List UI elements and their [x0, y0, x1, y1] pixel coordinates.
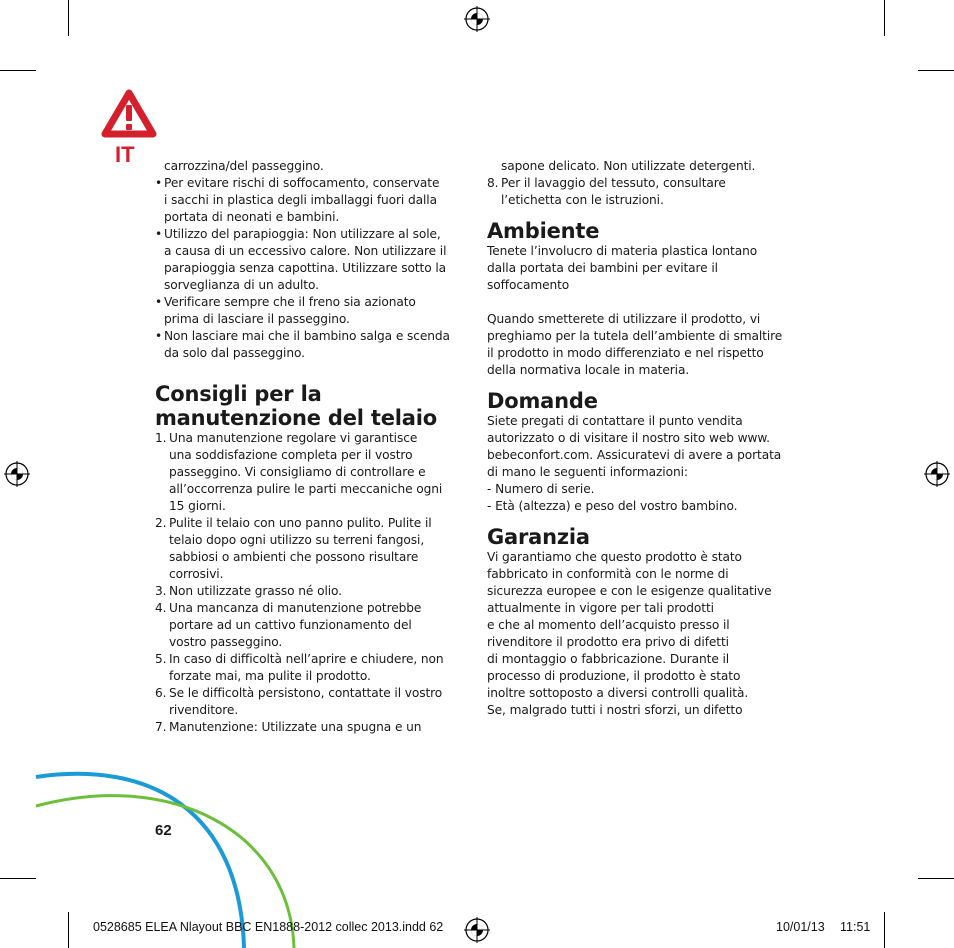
text-line: rivenditore il prodotto era privo di difetti: [487, 635, 729, 649]
numbered-item: [155, 719, 465, 736]
bullet-item: [155, 175, 465, 226]
text-line: - Numero di serie.: [487, 482, 595, 496]
text-line: e che al momento dell’acquisto presso il: [487, 618, 730, 632]
text-line: Utilizzo del parapioggia: Non utilizzare al sole,: [164, 227, 441, 241]
text-line: Una manutenzione regolare vi garantisce: [169, 431, 418, 445]
text-line: processo di produzione, il prodotto è stato: [487, 669, 741, 683]
text-line: Se, malgrado tutti i nostri sforzi, un difetto: [487, 703, 743, 717]
bullet-marker: •: [155, 295, 163, 309]
text-line: portata di neonati e bambini.: [164, 210, 340, 224]
text-line: soffocamento: [487, 278, 570, 292]
text-line: passeggino. Vi consigliamo di controllare e: [169, 465, 426, 479]
section-heading: Ambiente: [487, 219, 600, 243]
text-line: preghiamo per la tutela dell’ambiente di smaltire: [487, 329, 783, 343]
text-line: Manutenzione: Utilizzate una spugna e un: [169, 720, 422, 734]
section-heading: Garanzia: [487, 525, 590, 549]
bullet-item: [155, 226, 465, 294]
print-slug-time: 11:51: [840, 920, 871, 934]
item-number: 5.: [155, 652, 167, 666]
paragraph: [487, 243, 807, 294]
item-number: 8.: [487, 176, 499, 190]
text-line: Tenete l’involucro di materia plastica lontano: [487, 244, 758, 258]
paragraph: [487, 311, 807, 379]
text-line: corrosivi.: [169, 567, 224, 581]
text-line: di montaggio o fabbricazione. Durante il: [487, 652, 730, 666]
bullet-marker: •: [155, 227, 163, 241]
crop-mark: [884, 0, 885, 36]
section-heading: [155, 382, 465, 430]
text-line: della normativa locale in materia.: [487, 363, 690, 377]
item-number: 6.: [155, 686, 167, 700]
item-number: 1.: [155, 431, 167, 445]
bullet-item: [155, 294, 465, 328]
bullet-marker: •: [155, 329, 163, 343]
text-line: attualmente in vigore per tali prodotti: [487, 601, 714, 615]
text-line: sorveglianza di un adulto.: [164, 278, 319, 292]
registration-mark-icon: [464, 917, 490, 943]
crop-mark: [884, 912, 885, 948]
registration-mark-icon: [924, 461, 950, 487]
text-line: vostro passeggino.: [169, 635, 283, 649]
numbered-item: [155, 430, 465, 515]
text-line: Non lasciare mai che il bambino salga e scenda: [164, 329, 450, 343]
registration-mark-icon: [4, 461, 30, 487]
right-column: [487, 158, 807, 719]
left-column: [155, 158, 465, 736]
page-number: 62: [155, 822, 172, 839]
registration-mark-icon: [464, 6, 490, 32]
text-line: carrozzina/del passeggino.: [164, 159, 324, 173]
text-line: dalla portata dei bambini per evitare il: [487, 261, 718, 275]
text-line: Verificare sempre che il freno sia azionato: [164, 295, 416, 309]
text-line: sabbiosi o ambienti che possono risultare: [169, 550, 419, 564]
heading-line: manutenzione del telaio: [155, 406, 437, 430]
continued-item: [487, 158, 807, 175]
text-line: Se le difficoltà persistono, contattate il vostro: [169, 686, 443, 700]
text-line: Siete pregati di contattare il punto vendita: [487, 414, 743, 428]
item-number: 2.: [155, 516, 167, 530]
crop-mark: [918, 878, 954, 879]
crop-mark: [68, 0, 69, 36]
text-line: all’occorrenza pulire le parti meccaniche ogni: [169, 482, 443, 496]
numbered-item: [155, 600, 465, 651]
numbered-item: [487, 175, 807, 209]
text-line: parapioggia senza capottina. Utilizzare sotto la: [164, 261, 447, 275]
bullet-marker: •: [155, 176, 163, 190]
section-heading: Domande: [487, 389, 598, 413]
text-line: Vi garantiamo che questo prodotto è stato: [487, 550, 742, 564]
heading-line: Consigli per la: [155, 382, 322, 406]
text-line: di mano le seguenti informazioni:: [487, 465, 688, 479]
text-line: 15 giorni.: [169, 499, 226, 513]
item-number: 4.: [155, 601, 167, 615]
numbered-item: [155, 685, 465, 719]
text-line: - Età (altezza) e peso del vostro bambino.: [487, 499, 738, 513]
crop-mark: [0, 70, 36, 71]
language-code: IT: [115, 142, 135, 167]
paragraph: [487, 413, 807, 515]
numbered-item: [155, 515, 465, 583]
text-line: sapone delicato. Non utilizzate detergenti.: [501, 159, 756, 173]
text-line: fabbricato in conformità con le norme di: [487, 567, 729, 581]
print-slug-date: 10/01/13: [776, 920, 825, 934]
text-line: portare ad un cattivo funzionamento del: [169, 618, 412, 632]
intro-text: [155, 158, 465, 175]
text-line: una soddisfazione completa per il vostro: [169, 448, 413, 462]
text-line: l’etichetta con le istruzioni.: [501, 193, 664, 207]
item-number: 7.: [155, 720, 167, 734]
print-slug-file: 0528685 ELEA Nlayout BBC EN1888-2012 collec 2013.indd 62: [93, 920, 444, 934]
paragraph: [487, 549, 807, 719]
text-line: Una mancanza di manutenzione potrebbe: [169, 601, 422, 615]
text-line: rivenditore.: [169, 703, 239, 717]
text-line: i sacchi in plastica degli imballaggi fuori dalla: [164, 193, 437, 207]
item-number: 3.: [155, 584, 167, 598]
text-line: il prodotto in modo differenziato e nel rispetto: [487, 346, 764, 360]
text-line: forzate mai, ma pulite il prodotto.: [169, 669, 371, 683]
text-line: prima di lasciare il passeggino.: [164, 312, 350, 326]
text-line: autorizzato o di visitare il nostro sito web www.: [487, 431, 770, 445]
text-line: inoltre sottoposto a diversi controlli qualità.: [487, 686, 749, 700]
numbered-item: [155, 651, 465, 685]
numbered-item: [155, 583, 465, 600]
text-line: Non utilizzate grasso né olio.: [169, 584, 342, 598]
text-line: da solo dal passeggino.: [164, 346, 305, 360]
crop-mark: [918, 70, 954, 71]
text-line: Quando smetterete di utilizzare il prodotto, vi: [487, 312, 761, 326]
text-line: Per il lavaggio del tessuto, consultare: [501, 176, 726, 190]
text-line: Pulite il telaio con uno panno pulito. Pulite il: [169, 516, 432, 530]
text-line: Per evitare rischi di soffocamento, conservate: [164, 176, 440, 190]
warning-triangle-icon: [100, 88, 158, 140]
text-line: sicurezza europee e con le esigenze qualitative: [487, 584, 772, 598]
text-line: In caso di difficoltà nell’aprire e chiudere, non: [169, 652, 444, 666]
text-line: telaio dopo ogni utilizzo su terreni fangosi,: [169, 533, 425, 547]
bullet-item: [155, 328, 465, 362]
text-line: bebeconfort.com. Assicuratevi di avere a portata: [487, 448, 782, 462]
text-line: a causa di un eccessivo calore. Non utilizzare il: [164, 244, 447, 258]
